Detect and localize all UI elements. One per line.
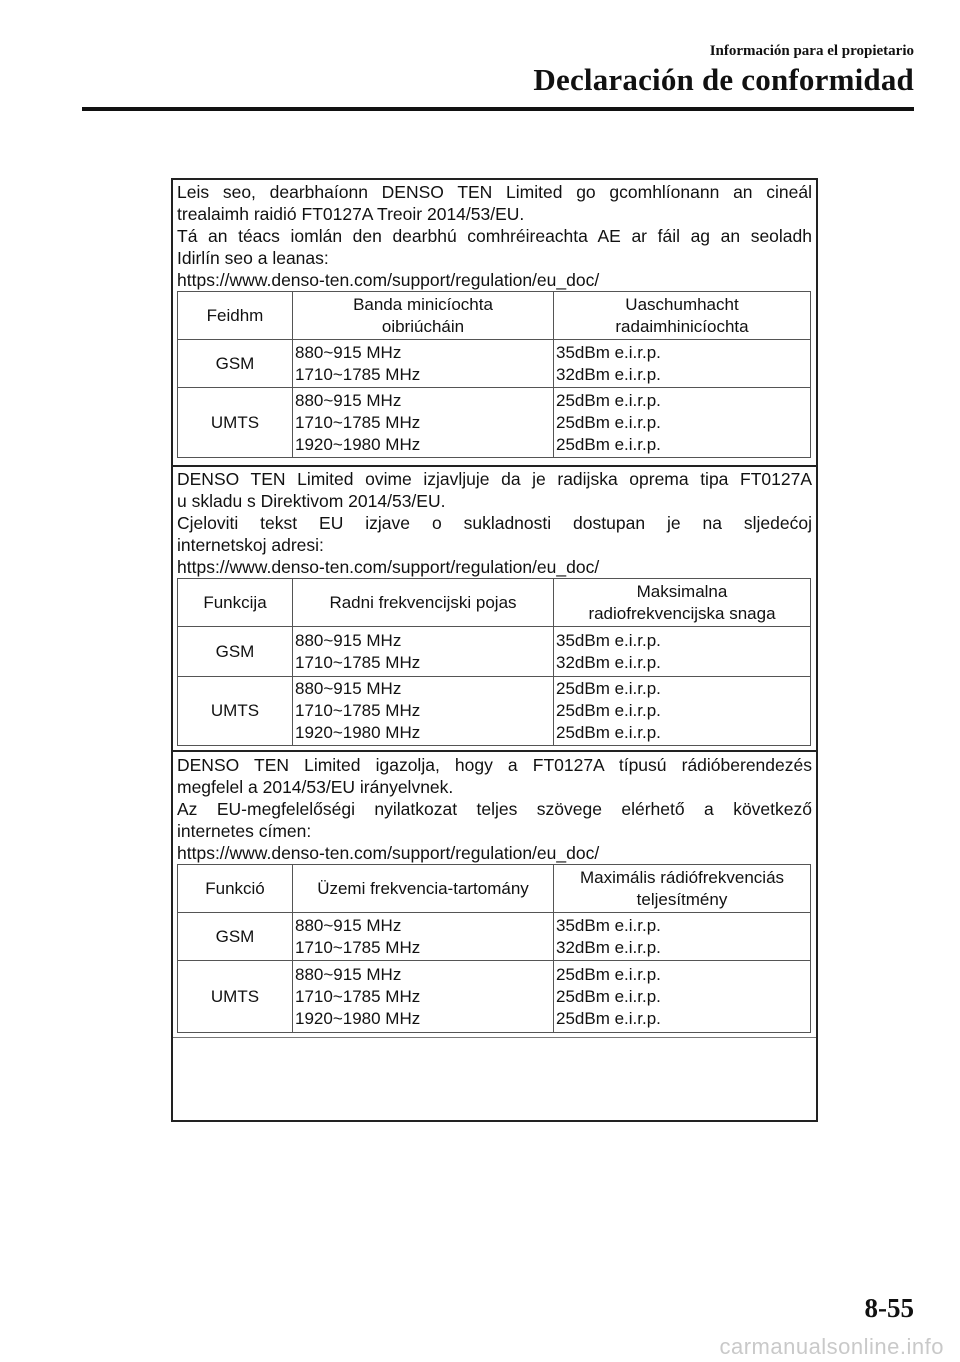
row-function: GSM — [178, 340, 293, 388]
header-function: Feidhm — [178, 292, 293, 340]
header-power: Maksimalna radiofrekvencijska snaga — [554, 579, 811, 627]
header-band: Üzemi frekvencia-tartomány — [293, 865, 554, 913]
row-bands: 880~915 MHz 1710~1785 MHz — [293, 913, 554, 961]
row-function: UMTS — [178, 961, 293, 1033]
row-powers: 25dBm e.i.r.p. 25dBm e.i.r.p. 25dBm e.i.r.p. — [554, 961, 811, 1033]
declaration-section-croatian — [173, 468, 816, 746]
section-divider — [173, 465, 816, 467]
row-powers: 35dBm e.i.r.p. 32dBm e.i.r.p. — [554, 627, 811, 677]
declaration-url: https://www.denso-ten.com/support/regulation/eu_doc/ — [177, 557, 600, 577]
frequency-table — [177, 864, 811, 1033]
table-header-row — [178, 292, 811, 340]
row-bands: 880~915 MHz 1710~1785 MHz 1920~1980 MHz — [293, 961, 554, 1033]
row-bands: 880~915 MHz 1710~1785 MHz 1920~1980 MHz — [293, 388, 554, 458]
declaration-line: internetes címen: — [177, 821, 312, 841]
declaration-line: internetskoj adresi: — [177, 535, 324, 555]
declaration-line: megfelel a 2014/53/EU irányelvnek. — [177, 777, 454, 797]
declaration-line: Leis seo, dearbhaíonn DENSO TEN Limited go gcomhlíonann an cineál — [177, 182, 812, 202]
header-divider — [82, 107, 914, 111]
declaration-line: Tá an téacs iomlán den dearbhú comhréireachta AE ar fáil ag an seoladh — [177, 226, 812, 246]
header-power: Uaschumhacht radaimhinicíochta — [554, 292, 811, 340]
declaration-line: Az EU-megfelelőségi nyilatkozat teljes szövege elérhető a következő — [177, 799, 812, 819]
declaration-line: trealaimh raidió FT0127A Treoir 2014/53/EU. — [177, 204, 525, 224]
declaration-line: Cjeloviti tekst EU izjave o sukladnosti dostupan je na sljedećoj — [177, 513, 812, 533]
header-band: Banda minicíochta oibriúcháin — [293, 292, 554, 340]
table-row — [178, 913, 811, 961]
declaration-line: DENSO TEN Limited ovime izjavljuje da je radijska oprema tipa FT0127A — [177, 469, 812, 489]
row-powers: 35dBm e.i.r.p. 32dBm e.i.r.p. — [554, 913, 811, 961]
page-title: Declaración de conformidad — [533, 62, 914, 97]
row-bands: 880~915 MHz 1710~1785 MHz 1920~1980 MHz — [293, 677, 554, 746]
section-divider — [173, 750, 816, 752]
header-band: Radni frekvencijski pojas — [293, 579, 554, 627]
declaration-url: https://www.denso-ten.com/support/regulation/eu_doc/ — [177, 843, 600, 863]
page-number: 8-55 — [864, 1293, 914, 1323]
header-function: Funkció — [178, 865, 293, 913]
row-function: GSM — [178, 913, 293, 961]
declaration-section-hungarian — [173, 754, 816, 1033]
declaration-url: https://www.denso-ten.com/support/regulation/eu_doc/ — [177, 270, 600, 290]
row-powers: 35dBm e.i.r.p. 32dBm e.i.r.p. — [554, 340, 811, 388]
frequency-table — [177, 291, 811, 458]
row-bands: 880~915 MHz 1710~1785 MHz — [293, 627, 554, 677]
watermark: carmanualsonline.info — [719, 1334, 944, 1359]
declaration-line: DENSO TEN Limited igazolja, hogy a FT0127A típusú rádióberendezés — [177, 755, 812, 775]
row-bands: 880~915 MHz 1710~1785 MHz — [293, 340, 554, 388]
table-row — [178, 627, 811, 677]
row-powers: 25dBm e.i.r.p. 25dBm e.i.r.p. 25dBm e.i.r.p. — [554, 388, 811, 458]
header-power: Maximális rádiófrekvenciás teljesítmény — [554, 865, 811, 913]
frequency-table — [177, 578, 811, 746]
table-header-row — [178, 579, 811, 627]
table-row — [178, 677, 811, 746]
chapter-subtitle: Información para el propietario — [709, 43, 914, 59]
declaration-section-irish — [173, 181, 816, 458]
row-powers: 25dBm e.i.r.p. 25dBm e.i.r.p. 25dBm e.i.r.p. — [554, 677, 811, 746]
declaration-line: Idirlín seo a leanas: — [177, 248, 329, 268]
table-row — [178, 340, 811, 388]
section-divider — [173, 1037, 816, 1038]
table-header-row — [178, 865, 811, 913]
row-function: GSM — [178, 627, 293, 677]
table-row — [178, 388, 811, 458]
row-function: UMTS — [178, 388, 293, 458]
declaration-line: u skladu s Direktivom 2014/53/EU. — [177, 491, 446, 511]
row-function: UMTS — [178, 677, 293, 746]
header-function: Funkcija — [178, 579, 293, 627]
table-row — [178, 961, 811, 1033]
